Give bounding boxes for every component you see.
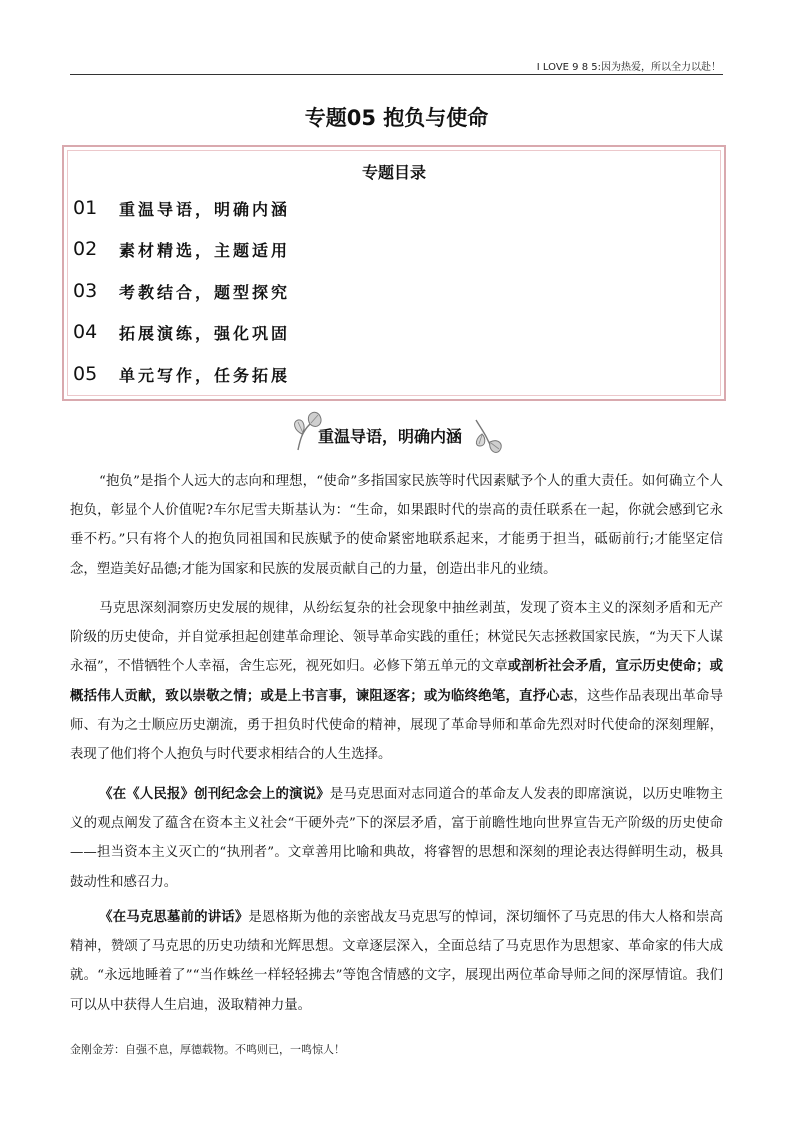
paragraph-text: 是恩格斯为他的亲密战友马克思写的悼词，深切缅怀了马克思的伟大人格和崇高精神，赞颂了马克思的历史功绩和光辉思想。文章逐层深入，全面总结了马克思作为思想家、革命家的伟大成就。“永远地睡着了”“当作蛛丝一样轻轻拂去”等饱含情感的文字，展现出两位革命导师之间的深厚情谊。我们可以从中获得人生启迪，汲取精神力量。 — [70, 910, 724, 1013]
paragraph-works — [70, 594, 723, 769]
paragraph-emphasis: 《在马克思墓前的讲话》 — [99, 910, 249, 925]
toc-item — [73, 278, 290, 304]
toc-item — [73, 195, 290, 221]
paragraph-emphasis: 《在《人民报》创刊纪念会上的演说》 — [99, 787, 330, 802]
toc-item-number: 04 — [73, 321, 98, 343]
toc-item-number: 05 — [73, 363, 98, 385]
footer-text: 金刚金芳：自强不息，厚德载物。不鸣则已，一鸣惊人！ — [70, 1043, 345, 1056]
toc-item — [73, 319, 290, 345]
toc-item-number: 01 — [73, 197, 98, 219]
toc-item — [73, 361, 290, 387]
paragraph-text: 马克思深刻洞察历史发展的规律，从纷纭复杂的社会现象中抽丝剥茧，发现了资本主义的深刻矛盾和无产阶级的历史使命，并自觉承担起创建革命理论、领导革命实践的重任；林觉民矢志拯救国家民族，“为天下人谋永福”，不惜牺牲个人幸福，舍生忘死，视死如归。必修下第五单元的文章 — [70, 601, 723, 675]
toc-heading: 专题目录 — [361, 163, 426, 182]
toc-item-label: 单元写作，任务拓展 — [119, 365, 291, 385]
paragraph-text: ，这些作品表现出革命导师、有为之士顺应历史潮流，勇于担负时代使命的精神，展现了革命导师和革命先烈对时代使命的深刻理解，表现了他们将个人抱负与时代要求相结合的人生选择。 — [70, 688, 724, 763]
toc-item-label: 拓展演练，强化巩固 — [119, 323, 291, 343]
toc-item-label: 考教结合，题型探究 — [119, 282, 291, 302]
toc-item-label: 素材精选，主题适用 — [119, 240, 291, 260]
leaf-decoration-icon — [472, 416, 504, 456]
toc-box — [62, 145, 726, 401]
toc-item — [73, 236, 290, 262]
paragraph-emphasis: 或剖析社会矛盾，宣示历史使命；或概括伟人贡献，致以崇敬之情；或是上书言事，谏阻逐客；或为临终绝笔，直抒心志 — [70, 659, 724, 704]
section-banner — [290, 410, 504, 456]
toc-item-number: 03 — [73, 280, 98, 302]
paragraph-intro — [70, 467, 723, 584]
toc-item-label: 重温导语，明确内涵 — [119, 199, 291, 219]
header-divider — [70, 74, 723, 75]
paragraph-text: 是马克思面对志同道合的革命友人发表的即席演说，以历史唯物主义的观点阐发了蕴含在资本主义社会“干硬外壳”下的深层矛盾，富于前瞻性地向世界宣告无产阶级的历史使命——担当资本主义灭亡的“执刑者”。文章善用比喻和典故，将睿智的思想和深刻的理论表达得鲜明生动，极具鼓动性和感召力。 — [70, 787, 724, 890]
section-title: 重温导语，明确内涵 — [318, 427, 463, 446]
paragraph-text: “抱负”是指个人远大的志向和理想，“使命”多指国家民族等时代因素赋予个人的重大责任。如何确立个人抱负，彰显个人价值呢?车尔尼雪夫斯基认为：“生命，如果跟时代的崇高的责任联系在一起，你就会感到它永垂不朽。”只有将个人的抱负同祖国和民族赋予的使命紧密地联系起来，才能勇于担当，砥砺前行;才能坚定信念，塑造美好品德;才能为国家和民族的发展贡献自己的力量，创造出非凡的业绩。 — [70, 474, 723, 577]
page-title: 专题05 抱负与使命 — [304, 106, 489, 130]
header-text: I LOVE 9 8 5:因为热爱，所以全力以赴！ — [536, 62, 721, 73]
paragraph-speech — [70, 780, 723, 897]
toc-item-number: 02 — [73, 238, 98, 260]
paragraph-eulogy — [70, 903, 723, 1020]
